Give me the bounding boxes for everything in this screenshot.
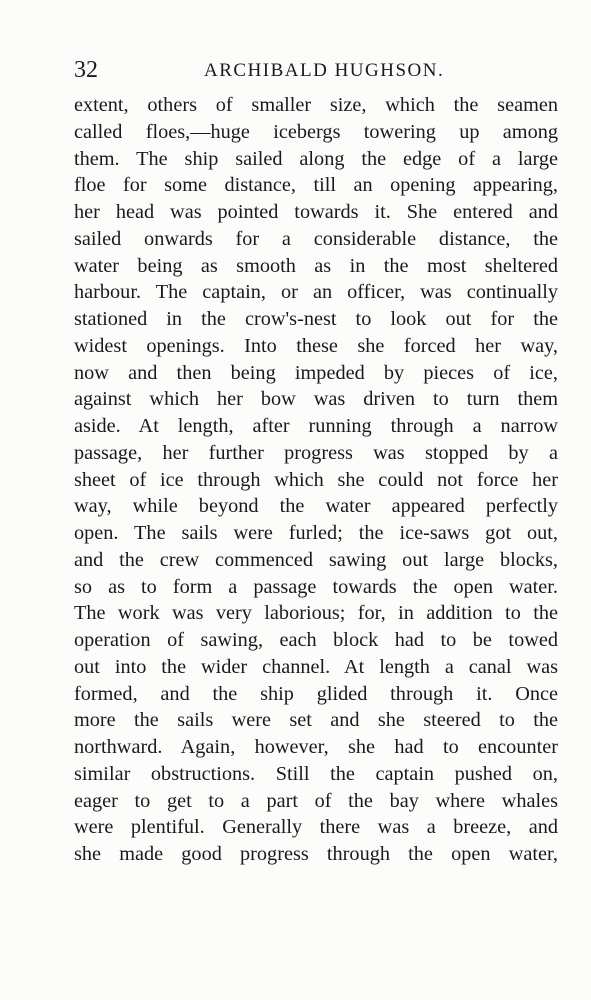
text-line: them. The ship sailed along the edge of a large	[74, 147, 558, 170]
text-line: extent, others of smaller size, which the seamen	[74, 94, 558, 116]
text-line: stationed in the crow's-nest to look out for the	[74, 308, 558, 330]
text-line: called floes,—huge icebergs towering up among	[74, 120, 558, 143]
text-line: she made good progress through the open water,	[74, 843, 558, 865]
text-line: out into the wider channel. At length a canal was	[74, 655, 558, 678]
text-line: sheet of ice through which she could not force her	[74, 468, 558, 491]
text-line: operation of sawing, each block had to be towed	[74, 629, 558, 651]
text-line: water being as smooth as in the most sheltered	[74, 254, 558, 277]
running-title: ARCHIBALD HUGHSON.	[204, 60, 445, 81]
text-line: were plentiful. Generally there was a breeze, and	[74, 816, 558, 839]
text-line: her head was pointed towards it. She entered and	[74, 201, 558, 223]
text-line: more the sails were set and she steered to the	[74, 709, 558, 732]
text-line: so as to form a passage towards the open water.	[74, 575, 558, 598]
text-line: sailed onwards for a considerable distance, the	[74, 227, 558, 250]
text-line: eager to get to a part of the bay where whales	[74, 789, 558, 812]
body-text	[74, 92, 558, 868]
text-line: harbour. The captain, or an officer, was continually	[74, 281, 558, 304]
text-line: against which her bow was driven to turn them	[74, 388, 558, 411]
text-line: The work was very laborious; for, in addition to the	[74, 602, 558, 625]
text-line: aside. At length, after running through a narrow	[74, 415, 558, 437]
text-line: similar obstructions. Still the captain pushed on,	[74, 762, 558, 785]
text-line: widest openings. Into these she forced her way,	[74, 334, 558, 357]
text-line: passage, her further progress was stopped by a	[74, 441, 558, 464]
page-number: 32	[74, 57, 98, 83]
text-line: way, while beyond the water appeared perfectly	[74, 495, 558, 518]
text-line: floe for some distance, till an opening appearing,	[74, 174, 558, 197]
running-head	[74, 54, 556, 86]
text-line: formed, and the ship glided through it. Once	[74, 682, 558, 705]
text-line: now and then being impeded by pieces of ice,	[74, 361, 558, 384]
text-line: northward. Again, however, she had to encounter	[74, 736, 558, 758]
text-line: and the crew commenced sawing out large blocks,	[74, 548, 558, 571]
text-line: open. The sails were furled; the ice-saws got out,	[74, 522, 558, 544]
